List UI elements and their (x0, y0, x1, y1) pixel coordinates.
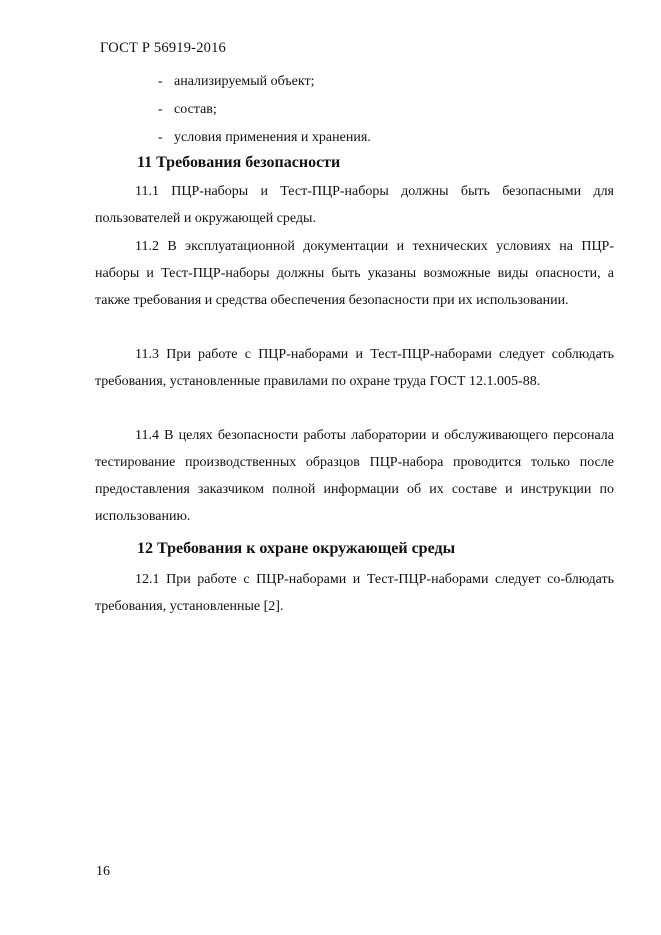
bullet-list (158, 72, 371, 156)
list-item-text: анализируемый объект; (174, 74, 315, 89)
bullet-marker: - (158, 74, 163, 89)
section-12-heading: 12 Требования к охране окружающей среды (137, 540, 456, 557)
paragraph-12-1: 12.1 При работе с ПЦР-наборами и Тест-ПЦР-наборами следует со-блюдать требования, установленные [2]. (95, 572, 614, 614)
paragraph-11-2: 11.2 В эксплуатационной документации и технических условиях на ПЦР-наборы и Тест-ПЦР-наборы должны быть указаны возможные виды опасности, а также требования и средства обеспечения безопасности при их использовании. (95, 239, 614, 308)
bullet-marker: - (158, 102, 163, 117)
document-header: ГОСТ Р 56919-2016 (100, 40, 226, 56)
page-number: 16 (96, 864, 110, 879)
list-item (158, 128, 371, 156)
section-11-heading: 11 Требования безопасности (137, 154, 341, 171)
list-item (158, 100, 371, 128)
list-item-text: состав; (174, 102, 217, 117)
paragraph-11-3: 11.3 При работе с ПЦР-наборами и Тест-ПЦР-наборами следует соблюдать требования, установленные правилами по охране труда ГОСТ 12.1.005-88. (95, 347, 614, 389)
paragraph-11-1: 11.1 ПЦР-наборы и Тест-ПЦР-наборы должны быть безопасными для пользователей и окружающей среды. (95, 184, 614, 226)
list-item-text: условия применения и хранения. (174, 130, 371, 145)
paragraph-11-4: 11.4 В целях безопасности работы лаборатории и обслуживающего персонала тестирование производственных образцов ПЦР-набора проводится только после предоставления заказчиком полной информации об их составе и инструкции по использованию. (95, 428, 614, 524)
bullet-marker: - (158, 130, 163, 145)
list-item (158, 72, 371, 100)
